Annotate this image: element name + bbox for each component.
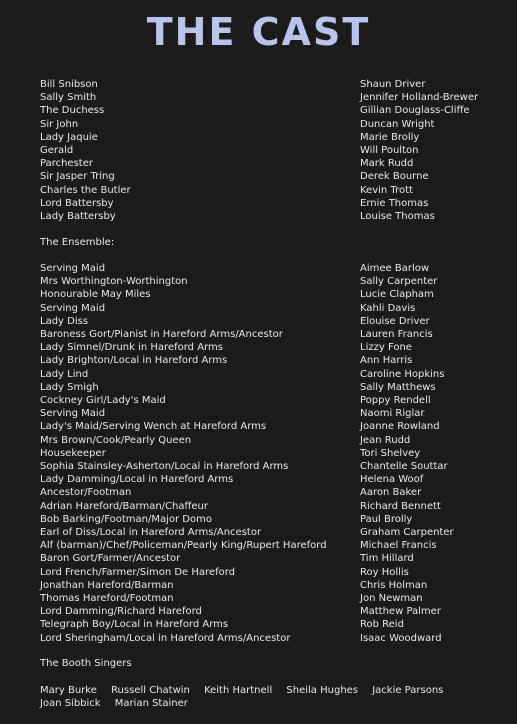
cast-row [40,197,495,210]
actor-name: Tim Hillard [360,553,414,565]
booth-singer: Marian Stainer [114,698,188,709]
ensemble-heading: The Ensemble: [40,237,115,248]
cast-row [40,486,495,499]
role-name: Lady Jaquie [40,131,98,143]
role-name: Serving Maid [40,263,106,274]
cast-row [40,579,495,592]
booth-singer: Joan Sibbick [40,698,101,709]
role-name: Sophia Stainsley-Asherton/Local in Hareford Arms [40,461,289,472]
role-name: Adrian Hareford/Barman/Chaffeur [40,500,208,512]
role-name: Lady Damming/Local in Hareford Arms [40,474,234,486]
role-name: Honourable May Miles [40,289,151,301]
role-name: Lord French/Farmer/Simon De Hareford [40,566,236,578]
cast-row [40,302,495,315]
cast-row [40,341,495,354]
actor-name: Jon Newman [360,593,423,604]
cast-row [40,513,495,526]
actor-name: Jennifer Holland-Brewer [360,92,479,104]
actor-name: Mark Rudd [360,158,414,170]
role-name: Cockney Girl/Lady's Maid [40,395,166,406]
actor-name: Naomi Riglar [360,408,425,420]
cast-row [40,354,495,367]
role-name: Jonathan Hareford/Barman [40,579,174,591]
cast-row [40,500,495,513]
role-name: Mrs Brown/Cook/Pearly Queen [40,434,192,446]
actor-name: Caroline Hopkins [360,368,445,380]
cast-row [40,368,495,381]
cast-row [40,460,495,473]
role-name: The Duchess [40,105,105,117]
role-name: Gerald [40,145,74,156]
actor-name: Michael Francis [360,540,437,552]
booth-singers-heading: The Booth Singers [40,658,132,669]
role-name: Baron Gort/Farmer/Ancestor [40,553,181,565]
cast-row [40,118,495,131]
actor-name: Gillian Douglass-Cliffe [360,105,470,117]
actor-name: Rob Reid [360,619,404,631]
role-name: Bob Barking/Footman/Major Domo [40,513,212,525]
actor-name: Chantelle Souttar [360,461,448,472]
booth-singer: Mary Burke [40,685,97,696]
cast-row [40,144,495,157]
role-name: Lady Simnel/Drunk in Hareford Arms [40,342,223,354]
actor-name: Graham Carpenter [360,527,454,538]
actor-name: Matthew Palmer [360,606,441,618]
role-name: Earl of Diss/Local in Hareford Arms/Ancestor [40,527,262,538]
role-name: Bill Snibson [40,79,98,90]
actor-name: Lauren Francis [360,329,433,340]
actor-name: Marie Brolly [360,131,420,143]
actor-name: Aimee Barlow [360,263,430,274]
actor-name: Elouise Driver [360,315,430,327]
booth-singer: Russell Chatwin [111,685,190,696]
role-name: Lady Battersby [40,211,116,222]
page-title: THE CAST [146,10,371,54]
role-name: Ancestor/Footman [40,487,132,499]
cast-row [40,526,495,539]
role-name: Alf (barman)/Chef/Policeman/Pearly King/Rupert Hareford [40,540,327,552]
cast-row [40,104,495,117]
cast-row [40,262,495,275]
role-name: Serving Maid [40,408,106,420]
role-name: Telegraph Boy/Local in Hareford Arms [40,619,229,631]
role-name: Baroness Gort/Pianist in Hareford Arms/Ancestor [40,329,283,340]
role-name: Sir Jasper Tring [40,171,115,183]
role-name: Lord Sheringham/Local in Hareford Arms/Ancestor [40,632,291,644]
cast-row [40,288,495,301]
cast-row [40,315,495,328]
actor-name: Helena Woof [360,474,424,486]
role-name: Lady's Maid/Serving Wench at Hareford Arms [40,421,267,433]
booth-singers-list [40,684,500,710]
role-name: Lady Diss [40,315,89,327]
actor-name: Kahli Davis [360,302,416,314]
actor-name: Richard Bennett [360,500,441,512]
cast-row [40,170,495,183]
cast-row [40,157,495,170]
cast-row [40,184,495,197]
booth-singer: Jackie Parsons [372,685,444,696]
role-name: Lord Damming/Richard Hareford [40,606,202,618]
cast-row [40,210,495,223]
actor-name: Jean Rudd [360,434,411,446]
actor-name: Isaac Woodward [360,632,442,644]
role-name: Sir John [40,118,79,130]
cast-row [40,605,495,618]
cast-row [40,78,495,91]
role-name: Serving Maid [40,302,106,314]
role-name: Lord Battersby [40,197,114,209]
role-name: Mrs Worthington-Worthington [40,276,188,288]
cast-row [40,328,495,341]
cast-row [40,407,495,420]
actor-name: Derek Bourne [360,171,429,183]
cast-row [40,473,495,486]
cast-row [40,420,495,433]
cast-row [40,632,495,645]
role-name: Sally Smith [40,92,97,104]
cast-row [40,434,495,447]
actor-name: Ann Harris [360,355,413,367]
actor-name: Ernie Thomas [360,197,429,209]
role-name: Housekeeper [40,447,106,459]
actor-name: Shaun Driver [360,79,426,90]
actor-name: Duncan Wright [360,118,435,130]
booth-singer: Sheila Hughes [286,685,359,696]
cast-row [40,381,495,394]
actor-name: Sally Matthews [360,381,436,393]
actor-name: Tori Shelvey [360,447,421,459]
cast-row [40,91,495,104]
cast-row [40,394,495,407]
actor-name: Chris Holman [360,579,428,591]
actor-name: Aaron Baker [360,487,422,499]
cast-row [40,566,495,579]
cast-row [40,539,495,552]
cast-row [40,552,495,565]
actor-name: Paul Brolly [360,513,413,525]
cast-row [40,131,495,144]
cast-row [40,447,495,460]
actor-name: Sally Carpenter [360,276,438,288]
actor-name: Lizzy Fone [360,342,412,354]
role-name: Lady Smigh [40,381,99,393]
actor-name: Will Poulton [360,145,419,156]
actor-name: Roy Hollis [360,566,409,578]
actor-name: Kevin Trott [360,184,413,196]
cast-row [40,618,495,631]
actor-name: Lucie Clapham [360,289,434,301]
actor-name: Louise Thomas [360,211,435,222]
role-name: Lady Brighton/Local in Hareford Arms [40,355,228,367]
role-name: Parchester [40,158,93,170]
actor-name: Joanne Rowland [360,421,440,433]
cast-row [40,275,495,288]
actor-name: Poppy Rendell [360,395,431,406]
cast-row [40,592,495,605]
role-name: Charles the Butler [40,184,131,196]
booth-singer: Keith Hartnell [204,685,273,696]
role-name: Lady Lind [40,368,89,380]
role-name: Thomas Hareford/Footman [40,593,174,604]
